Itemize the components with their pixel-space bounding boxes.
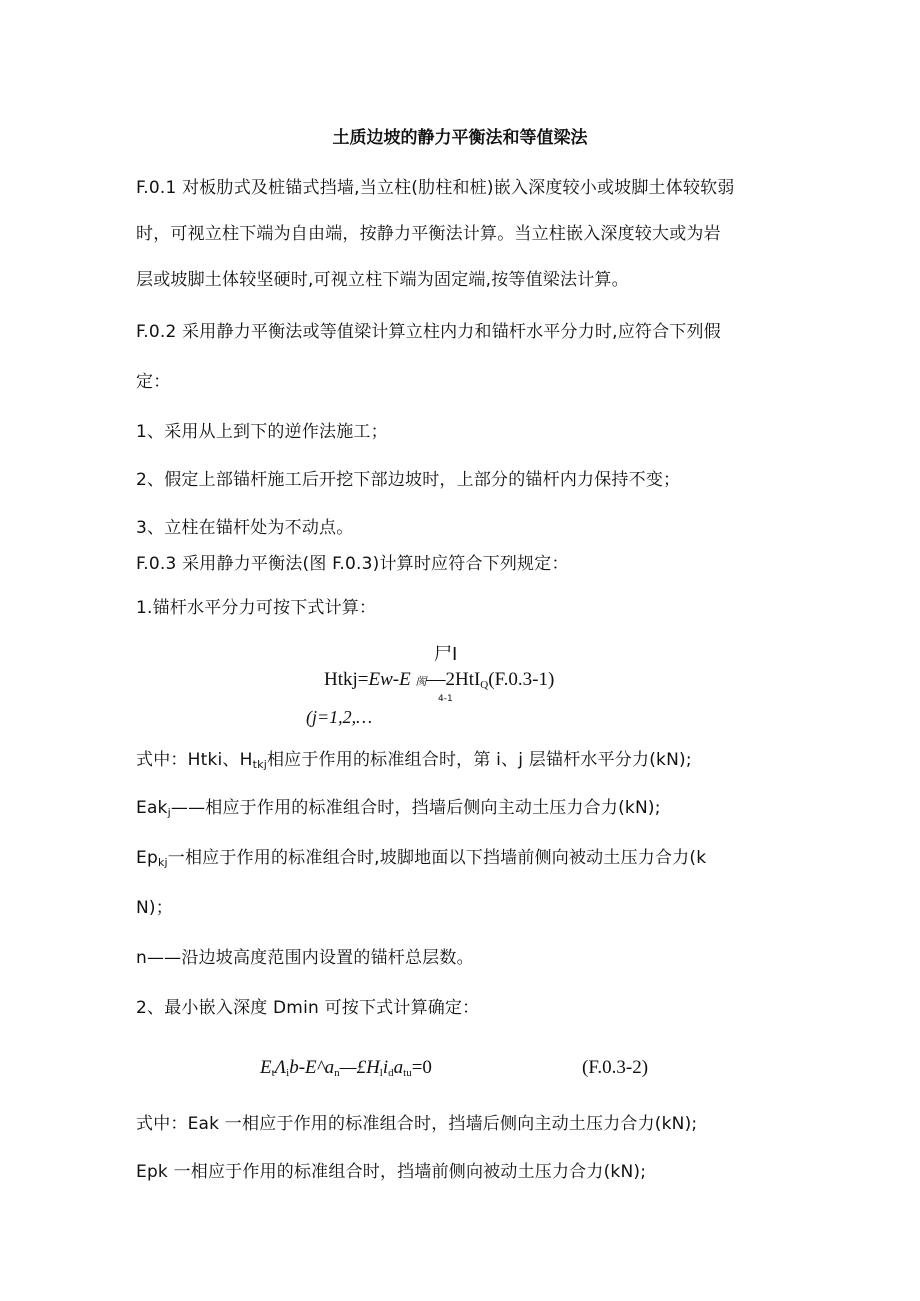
- paragraph-f01-line1: F.0.1 对板肋式及桩锚式挡墙,当立柱(肋柱和桩)嵌入深度较小或坡脚土体较软弱: [136, 178, 735, 198]
- definition-eak-pre: Eak: [136, 798, 168, 818]
- formula-f032-lambda: Λ: [274, 1057, 287, 1078]
- formula-f032-sub-tu: tu: [403, 1067, 412, 1079]
- formula-f031-main: [324, 668, 554, 694]
- definition-eak-sub: j: [167, 806, 171, 819]
- formula-f032-a: a: [393, 1057, 404, 1078]
- formula-f032-sum: —£H: [339, 1057, 380, 1078]
- definition-eak-2: 式中：Eak 一相应于作用的标准组合时，挡墙后侧向主动土压力合力(kN);: [136, 1114, 698, 1134]
- definition-htk-sub: tkj: [252, 758, 267, 771]
- formula-f032-e: E: [260, 1057, 272, 1078]
- formula-f032-eq: =0: [411, 1057, 432, 1078]
- definition-eak-post: ——相应于作用的标准组合时，挡墙后侧向主动土压力合力(kN);: [170, 798, 661, 818]
- formula-f031: [0, 640, 920, 730]
- formula-f031-top: 尸I: [434, 644, 458, 665]
- definition-n: n——沿边坡高度范围内设置的锚杆总层数。: [136, 948, 474, 968]
- assumption-1: 1、采用从上到下的逆作法施工；: [136, 422, 388, 442]
- formula-f032-ref: (F.0.3-2): [582, 1057, 649, 1078]
- definition-eak: [136, 796, 661, 820]
- definition-ep-post: 一相应于作用的标准组合时,坡脚地面以下挡墙前侧向被动土压力合力(k: [167, 848, 707, 868]
- formula-f032-sub-l: l: [379, 1067, 383, 1079]
- assumption-3: 3、立柱在锚杆处为不动点。: [136, 518, 354, 538]
- paragraph-f01-line2: 时，可视立柱下端为自由端，按静力平衡法计算。当立柱嵌入深度较大或为岩: [136, 224, 721, 244]
- document-title: 土质边坡的静力平衡法和等值梁法: [332, 128, 588, 148]
- rule-2-heading: 2、最小嵌入深度 Dmin 可按下式计算确定：: [136, 998, 480, 1018]
- formula-f032: [260, 1056, 432, 1080]
- rule-1-heading: 1.锚杆水平分力可按下式计算：: [136, 598, 377, 618]
- definition-ep-continued: N)；: [136, 898, 173, 918]
- formula-f031-sub-q: Q: [480, 679, 489, 691]
- formula-f031-rhs: —2HtI: [426, 669, 481, 690]
- formula-f032-sub-t: t: [271, 1067, 275, 1079]
- definition-htk: [136, 748, 692, 772]
- formula-f032-sub-i: i: [286, 1067, 290, 1079]
- definition-epk: Epk 一相应于作用的标准组合时，挡墙前侧向被动土压力合力(kN);: [136, 1162, 647, 1182]
- formula-f031-mark: 阂: [415, 676, 427, 688]
- assumption-2: 2、假定上部锚杆施工后开挖下部边坡时，上部分的锚杆内力保持不变；: [136, 470, 681, 490]
- formula-f031-note: [306, 706, 372, 728]
- formula-f032-mid: b-E^a: [289, 1057, 335, 1078]
- paragraph-f02-line1: F.0.2 采用静力平衡法或等值梁计算立柱内力和锚杆水平分力时,应符合下列假: [136, 322, 721, 342]
- formula-f031-sub41: 4-1: [438, 694, 453, 704]
- definition-htk-post: 相应于作用的标准组合时，第 i、j 层锚杆水平分力(kN);: [266, 750, 692, 770]
- formula-f031-note-text: (j=1,2,…: [306, 707, 373, 727]
- definition-htk-pre: 式中：Htki、H: [136, 750, 253, 770]
- definition-ep-sub: kj: [157, 856, 168, 869]
- definition-ep-pre: Ep: [136, 848, 158, 868]
- paragraph-f03: F.0.3 采用静力平衡法(图 F.0.3)计算时应符合下列规定：: [136, 554, 569, 574]
- formula-f032-i: i: [382, 1057, 389, 1078]
- paragraph-f02-line2: 定：: [136, 372, 171, 392]
- formula-f032-sub-d: d: [388, 1067, 394, 1079]
- formula-f031-ew: Ew-E: [368, 669, 411, 690]
- formula-f031-ref: (F.0.3-1): [488, 669, 555, 690]
- formula-f031-lhs: Htkj=: [324, 669, 369, 690]
- formula-f032-sub-n: n: [334, 1067, 340, 1079]
- paragraph-f01-line3: 层或坡脚土体较坚硬时,可视立柱下端为固定端,按等值梁法计算。: [136, 270, 629, 290]
- definition-ep: [136, 846, 706, 870]
